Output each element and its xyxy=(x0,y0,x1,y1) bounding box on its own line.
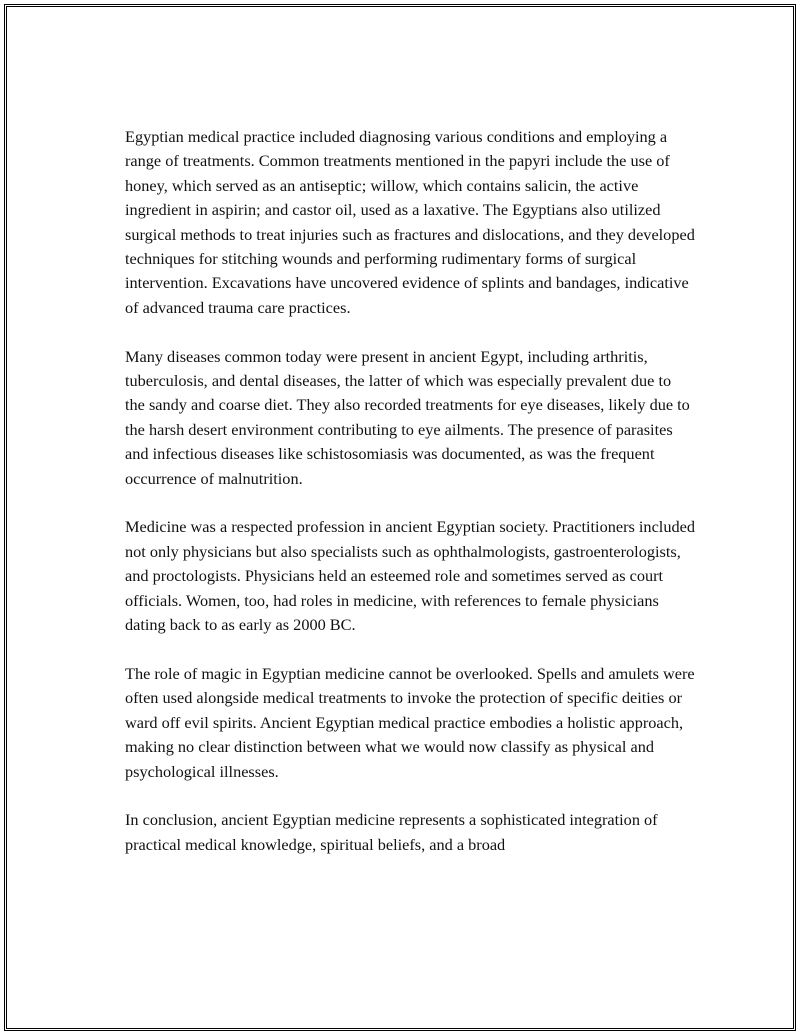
paragraph-treatments: Egyptian medical practice included diagnosing various conditions and employing a range of treatments. Common treatments mentioned in the papyri include the use of honey, which served as an antiseptic; willow, which contains salicin, the active ingredient in aspirin; and castor oil, used as a laxative. The Egyptians also utilized surgical methods to treat injuries such as fractures and dislocations, and they developed techniques for stitching wounds and performing rudimentary forms of surgical intervention. Excavations have uncovered evidence of splints and bandages, indicative of advanced trauma care practices. xyxy=(125,127,695,317)
paragraph-diseases: Many diseases common today were present in ancient Egypt, including arthritis, tuberculosis, and dental diseases, the latter of which was especially prevalent due to the sandy and coarse diet. They also recorded treatments for eye diseases, likely due to the harsh desert environment contributing to eye ailments. The presence of parasites and infectious diseases like schistosomiasis was documented, as was the frequent occurrence of malnutrition. xyxy=(125,346,690,488)
paragraph-conclusion: In conclusion, ancient Egyptian medicine represents a sophisticated integration of practical medical knowledge, spiritual beliefs, and a broad xyxy=(125,810,658,854)
document-body xyxy=(125,125,695,882)
paragraph-magic: The role of magic in Egyptian medicine cannot be overlooked. Spells and amulets were often used alongside medical treatments to invoke the protection of specific deities or ward off evil spirits. Ancient Egyptian medical practice embodies a holistic approach, making no clear distinction between what we would now classify as physical and psychological illnesses. xyxy=(125,663,695,781)
page-border xyxy=(4,4,796,1031)
paragraph-profession: Medicine was a respected profession in ancient Egyptian society. Practitioners included not only physicians but also specialists such as ophthalmologists, gastroenterologists, and proctologists. Physicians held an esteemed role and sometimes served as court officials. Women, too, had roles in medicine, with references to female physicians dating back to as early as 2000 BC. xyxy=(125,517,695,635)
